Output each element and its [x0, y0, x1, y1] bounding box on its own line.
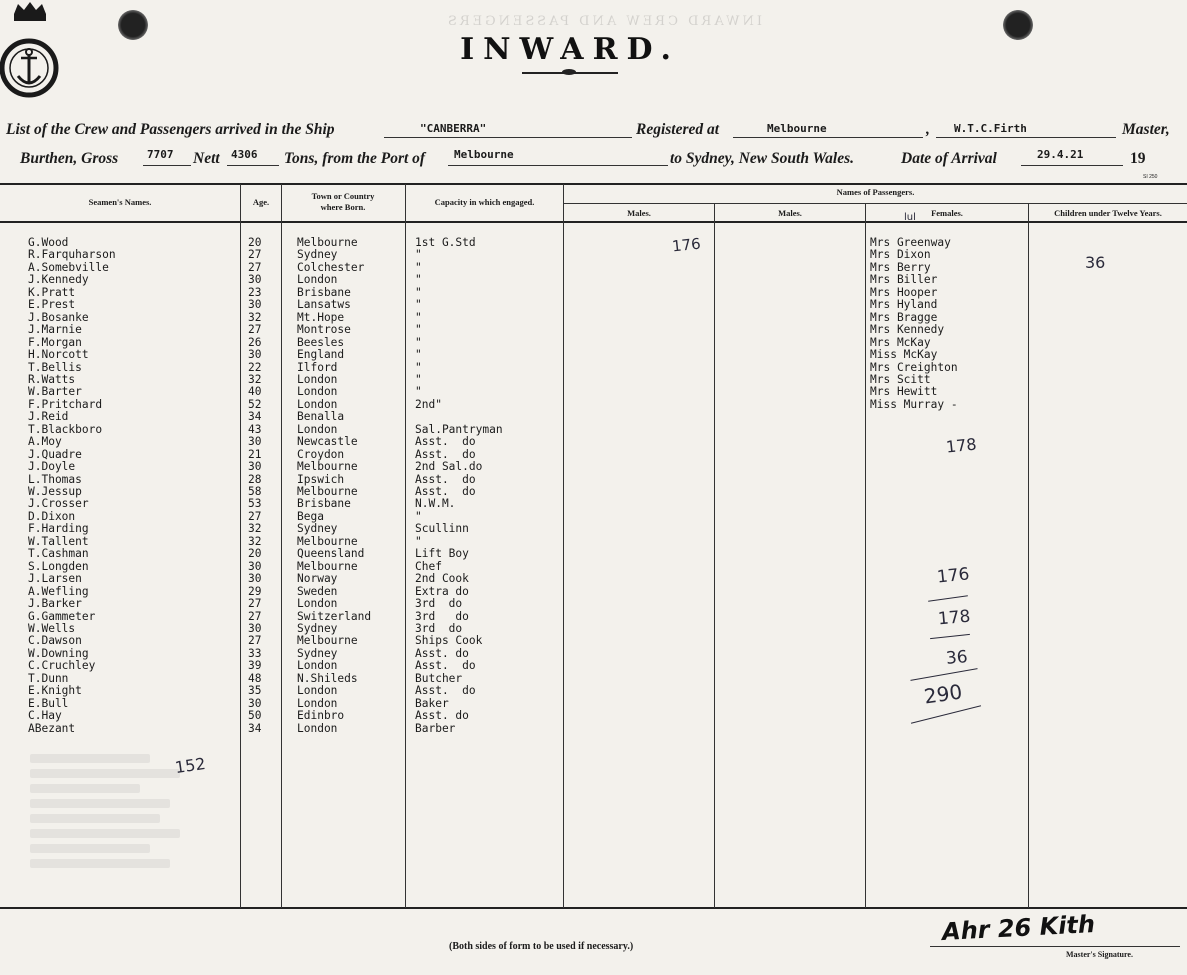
crew-name: S.Longden — [28, 559, 89, 573]
crew-row — [0, 287, 563, 299]
crew-age: 27 — [248, 248, 262, 262]
crew-age: 32 — [248, 310, 262, 324]
female-passenger: Mrs Hooper — [870, 285, 938, 299]
crew-age: 30 — [248, 572, 262, 586]
nett-tons-value: 4306 — [231, 148, 258, 161]
tally-rule-4 — [911, 705, 981, 723]
crew-born-place: Sydney — [297, 621, 338, 635]
females-mark: lul — [904, 212, 916, 223]
crew-row — [0, 685, 563, 697]
males-count-annotation: 176 — [671, 234, 702, 256]
crew-age: 22 — [248, 360, 262, 374]
crew-capacity: Asst. do — [415, 646, 469, 660]
children-count-annotation: 36 — [1085, 253, 1106, 272]
female-passenger: Mrs Hewitt — [870, 385, 938, 399]
crew-capacity: 2nd Sal.do — [415, 460, 483, 474]
female-passenger: Mrs Dixon — [870, 248, 931, 262]
female-passenger: Mrs Biller — [870, 273, 938, 287]
crew-capacity: 2nd" — [415, 397, 442, 411]
crew-born-place: Colchester — [297, 260, 365, 274]
crew-name: J.Barker — [28, 597, 82, 611]
crew-name: D.Dixon — [28, 509, 76, 523]
crew-name: J.Kennedy — [28, 273, 89, 287]
year-suffix: 19 — [1130, 150, 1146, 167]
burthen-gross-label: Burthen, Gross — [20, 150, 119, 167]
town-heading: Town or Country where Born. — [311, 191, 375, 212]
crew-capacity: " — [415, 348, 422, 362]
tally-3: 36 — [945, 647, 969, 669]
crew-row — [0, 498, 563, 510]
crew-born-place: London — [297, 385, 338, 399]
crew-name: J.Bosanke — [28, 310, 89, 324]
crew-born-place: London — [297, 273, 338, 287]
crew-age: 21 — [248, 447, 262, 461]
crew-row — [0, 548, 563, 560]
registered-port-value: Melbourne — [767, 122, 827, 135]
crew-born-place: Croydon — [297, 447, 345, 461]
crew-capacity: " — [415, 385, 422, 399]
crew-name: E.Prest — [28, 298, 76, 312]
crew-row — [0, 723, 563, 735]
tally-2: 178 — [937, 606, 972, 630]
crew-age: 29 — [248, 584, 262, 598]
crew-born-place: London — [297, 659, 338, 673]
crew-born-place: Queensland — [297, 547, 365, 561]
crew-name: ABezant — [28, 721, 76, 735]
crew-age: 50 — [248, 709, 262, 723]
crew-row — [0, 523, 563, 535]
crew-row — [0, 474, 563, 486]
crew-row — [0, 349, 563, 361]
crew-capacity: Asst. do — [415, 435, 476, 449]
crew-capacity: " — [415, 260, 422, 274]
passenger-subheader-rule — [563, 203, 1187, 204]
crew-born-place: Sydney — [297, 522, 338, 536]
crew-born-place: Melbourne — [297, 559, 358, 573]
crew-row — [0, 561, 563, 573]
crew-row — [0, 386, 563, 398]
crew-age: 43 — [248, 422, 262, 436]
crew-name: J.Reid — [28, 410, 69, 424]
master-name-value: W.T.C.Firth — [954, 122, 1027, 135]
crew-born-place: Melbourne — [297, 485, 358, 498]
table-header-bottom-rule — [0, 221, 1187, 223]
tally-rule-3 — [910, 668, 977, 681]
crew-row — [0, 411, 563, 423]
crew-row — [0, 660, 563, 672]
crew-name: W.Downing — [28, 646, 89, 660]
females-count-annotation: 178 — [945, 434, 978, 457]
crew-name: R.Farquharson — [28, 248, 116, 262]
master-signature: Ahr 26 Kith — [941, 910, 1096, 946]
crew-age: 28 — [248, 472, 262, 486]
crew-capacity: 1st G.Std — [415, 236, 476, 249]
crew-born-place: Brisbane — [297, 497, 351, 511]
crew-row — [0, 673, 563, 685]
crew-capacity: 2nd Cook — [415, 572, 469, 586]
crew-row — [0, 635, 563, 647]
children-heading: Children under Twelve Years. — [1054, 208, 1162, 218]
nett-label: Nett — [193, 150, 220, 167]
crew-capacity: 3rd do — [415, 621, 463, 635]
crew-name: W.Jessup — [28, 485, 82, 498]
table-top-rule — [0, 183, 1187, 185]
crew-age: 53 — [248, 497, 262, 511]
crew-capacity: Asst. do — [415, 659, 476, 673]
nett-tons-field — [227, 150, 279, 166]
crew-row — [0, 436, 563, 448]
title-ornament — [562, 69, 576, 75]
crew-born-place: London — [297, 397, 338, 411]
crew-name: G.Gammeter — [28, 609, 96, 623]
crew-born-place: England — [297, 348, 345, 362]
crew-capacity: " — [415, 323, 422, 337]
crew-capacity: Asst. do — [415, 709, 469, 723]
crew-row — [0, 274, 563, 286]
ship-name-value: "CANBERRA" — [420, 122, 487, 135]
crew-name: F.Harding — [28, 522, 89, 536]
crew-capacity: " — [415, 298, 422, 312]
crew-capacity: Asst. do — [415, 447, 476, 461]
crew-age: 32 — [248, 372, 262, 386]
crew-name: T.Blackboro — [28, 422, 103, 436]
crew-count-annotation: 152 — [173, 753, 207, 778]
crew-capacity: " — [415, 285, 422, 299]
crew-born-place: Benalla — [297, 410, 345, 424]
crew-name: W.Wells — [28, 621, 76, 635]
crew-capacity: Asst. do — [415, 684, 476, 698]
arrival-date-field — [1021, 150, 1123, 166]
crew-row — [0, 249, 563, 261]
crew-age: 27 — [248, 509, 262, 523]
col-divider-passengers — [563, 184, 564, 908]
crew-born-place: London — [297, 372, 338, 386]
crew-age: 30 — [248, 696, 262, 710]
crew-name: A.Somebville — [28, 260, 109, 274]
males-heading-2: Males. — [778, 208, 802, 218]
crew-born-place: Newcastle — [297, 435, 358, 449]
crew-name: T.Cashman — [28, 547, 89, 561]
from-port-value: Melbourne — [454, 148, 514, 161]
crew-name: T.Bellis — [28, 360, 82, 374]
crew-name: E.Knight — [28, 684, 82, 698]
crew-age: 20 — [248, 236, 262, 249]
crew-born-place: Sydney — [297, 248, 338, 262]
females-heading: Females. — [931, 208, 963, 218]
crew-age: 35 — [248, 684, 262, 698]
crew-name: R.Watts — [28, 372, 76, 386]
crew-age: 30 — [248, 460, 262, 474]
crew-row — [0, 586, 563, 598]
tally-rule-2 — [930, 634, 970, 639]
crew-capacity: " — [415, 534, 422, 548]
crew-born-place: London — [297, 721, 338, 735]
crew-name: A.Moy — [28, 435, 62, 449]
registered-port-field — [733, 122, 923, 138]
crew-capacity: 3rd do — [415, 609, 469, 623]
master-label: Master, — [1122, 121, 1170, 138]
capacity-heading: Capacity in which engaged. — [434, 197, 535, 207]
seamen-names-heading: Seamen's Names. — [88, 197, 152, 207]
crew-name: J.Marnie — [28, 323, 82, 337]
crew-name: C.Hay — [28, 709, 62, 723]
crew-born-place: Lansatws — [297, 298, 351, 312]
crew-name: E.Bull — [28, 696, 69, 710]
crew-born-place: Sweden — [297, 584, 338, 598]
crew-capacity: N.W.M. — [415, 497, 456, 511]
crew-row — [0, 710, 563, 722]
list-of-crew-label: List of the Crew and Passengers arrived in the Ship — [6, 121, 335, 138]
master-signature-label: Master's Signature. — [1066, 950, 1133, 959]
female-passenger: Mrs Scitt — [870, 372, 931, 386]
crew-name: J.Quadre — [28, 447, 82, 461]
registered-at-label: Registered at — [636, 121, 720, 138]
master-name-field — [936, 122, 1116, 138]
age-heading: Age. — [252, 197, 270, 207]
crew-row — [0, 573, 563, 585]
female-passenger: Mrs Bragge — [870, 310, 938, 324]
crew-capacity: Scullinn — [415, 522, 469, 536]
gross-tons-field — [143, 150, 191, 166]
crew-name: J.Doyle — [28, 460, 76, 474]
crew-age: 30 — [248, 621, 262, 635]
crew-row — [0, 312, 563, 324]
crew-row — [0, 698, 563, 710]
form-number: SI 250 — [1143, 174, 1158, 180]
crew-row — [0, 611, 563, 623]
crew-born-place: Melbourne — [297, 534, 358, 548]
col-divider-males2 — [714, 203, 715, 908]
crew-age: 30 — [248, 273, 262, 287]
master-signature-rule — [930, 946, 1180, 947]
crew-capacity: " — [415, 509, 422, 523]
female-passenger: Mrs Greenway — [870, 236, 951, 249]
tally-rule-1 — [928, 595, 968, 602]
gross-tons-value: 7707 — [147, 148, 174, 161]
crew-capacity: Chef — [415, 559, 442, 573]
comma: , — [926, 121, 930, 138]
crew-capacity: " — [415, 273, 422, 287]
crew-name: G.Wood — [28, 236, 69, 249]
crew-capacity: " — [415, 248, 422, 262]
crew-born-place: Switzerland — [297, 609, 372, 623]
crew-capacity: " — [415, 310, 422, 324]
crew-row — [0, 299, 563, 311]
crew-name: W.Barter — [28, 385, 82, 399]
crew-born-place: Sydney — [297, 646, 338, 660]
crew-age: 39 — [248, 659, 262, 673]
crew-age: 34 — [248, 410, 262, 424]
crew-age: 30 — [248, 348, 262, 362]
crew-born-place: Norway — [297, 572, 338, 586]
crew-name: C.Dawson — [28, 634, 82, 648]
crew-name: T.Dunn — [28, 671, 69, 685]
crew-age: 27 — [248, 260, 262, 274]
crew-capacity: Barber — [415, 721, 456, 735]
female-passenger: Miss Murray - — [870, 397, 958, 411]
female-passenger: Mrs McKay — [870, 335, 931, 349]
crew-born-place: London — [297, 422, 338, 436]
crew-capacity: " — [415, 372, 422, 386]
tally-1: 176 — [936, 564, 971, 588]
crew-born-place: London — [297, 684, 338, 698]
crew-name: L.Thomas — [28, 472, 82, 486]
crew-capacity: Lift Boy — [415, 547, 469, 561]
footer-note: (Both sides of form to be used if necessary.) — [449, 941, 634, 952]
crew-age: 30 — [248, 298, 262, 312]
arrival-date-value: 29.4.21 — [1037, 148, 1084, 161]
crew-age: 27 — [248, 323, 262, 337]
crew-name: F.Morgan — [28, 335, 82, 349]
crew-age: 27 — [248, 609, 262, 623]
crew-name: F.Pritchard — [28, 397, 103, 411]
date-of-arrival-label: Date of Arrival — [901, 150, 997, 167]
crew-age: 30 — [248, 559, 262, 573]
crew-born-place: Melbourne — [297, 460, 358, 474]
crew-row — [0, 324, 563, 336]
destination-label: to Sydney, New South Wales. — [670, 150, 855, 167]
crew-born-place: N.Shileds — [297, 671, 358, 685]
crew-name: J.Larsen — [28, 572, 82, 586]
crew-row — [0, 598, 563, 610]
crew-age: 40 — [248, 385, 262, 399]
crew-age: 32 — [248, 534, 262, 548]
crew-row — [0, 399, 563, 411]
crew-capacity: Ships Cook — [415, 634, 483, 648]
crew-row — [0, 362, 563, 374]
crew-age: 27 — [248, 634, 262, 648]
crew-born-place: Montrose — [297, 323, 351, 337]
crew-born-place: Melbourne — [297, 634, 358, 648]
female-passenger: Mrs Berry — [870, 260, 931, 274]
crew-name: H.Norcott — [28, 348, 89, 362]
males-heading-1: Males. — [627, 208, 651, 218]
crew-born-place: Ipswich — [297, 472, 345, 486]
crew-name: K.Pratt — [28, 285, 76, 299]
crew-name: C.Cruchley — [28, 659, 96, 673]
crew-born-place: Ilford — [297, 360, 338, 374]
crew-age: 58 — [248, 485, 262, 498]
crew-capacity: " — [415, 360, 422, 374]
crew-capacity: Extra do — [415, 584, 469, 598]
crew-capacity: Sal.Pantryman — [415, 422, 503, 436]
crew-age: 23 — [248, 285, 262, 299]
crew-age: 20 — [248, 547, 262, 561]
female-passenger: Mrs Hyland — [870, 298, 938, 312]
crew-capacity: " — [415, 335, 422, 349]
crew-capacity: 3rd do — [415, 597, 463, 611]
form-title: INWARD. — [460, 32, 680, 67]
col-divider-children — [1028, 203, 1029, 908]
crew-born-place: London — [297, 597, 338, 611]
ship-name-field — [384, 122, 632, 138]
crew-born-place: Bega — [297, 509, 324, 523]
bleed-through-text: INWARD CREW AND PASSENGERS — [445, 14, 762, 29]
from-port-field — [448, 150, 668, 166]
passengers-heading: Names of Passengers. — [836, 187, 915, 197]
crew-name: J.Crosser — [28, 497, 89, 511]
crew-born-place: Mt.Hope — [297, 310, 345, 324]
crew-age: 48 — [248, 671, 262, 685]
crew-name: A.Wefling — [28, 584, 89, 598]
crew-capacity: Asst. do — [415, 485, 476, 498]
female-passenger: Mrs Kennedy — [870, 323, 945, 337]
crew-age: 34 — [248, 721, 262, 735]
crew-capacity: Asst. do — [415, 472, 476, 486]
crew-born-place: Melbourne — [297, 236, 358, 249]
table-bottom-rule — [0, 907, 1187, 909]
crew-born-place: Beesles — [297, 335, 345, 349]
crew-age: 27 — [248, 597, 262, 611]
crew-age: 32 — [248, 522, 262, 536]
crew-age: 30 — [248, 435, 262, 449]
crew-row — [0, 374, 563, 386]
tally-total: 290 — [922, 679, 964, 709]
crew-born-place: Edinbro — [297, 709, 345, 723]
crew-capacity: Baker — [415, 696, 449, 710]
crew-born-place: London — [297, 696, 338, 710]
female-passenger: Mrs Creighton — [870, 360, 958, 374]
tons-from-port-label: Tons, from the Port of — [284, 150, 426, 167]
crew-age: 33 — [248, 646, 262, 660]
crew-born-place: Brisbane — [297, 285, 351, 299]
female-passenger: Miss McKay — [870, 348, 938, 362]
crew-row — [0, 461, 563, 473]
crew-capacity: Butcher — [415, 671, 463, 685]
crew-age: 26 — [248, 335, 262, 349]
col-divider-females — [865, 203, 866, 908]
crew-row — [0, 424, 563, 436]
crew-name: W.Tallent — [28, 534, 89, 548]
crew-age: 52 — [248, 397, 262, 411]
